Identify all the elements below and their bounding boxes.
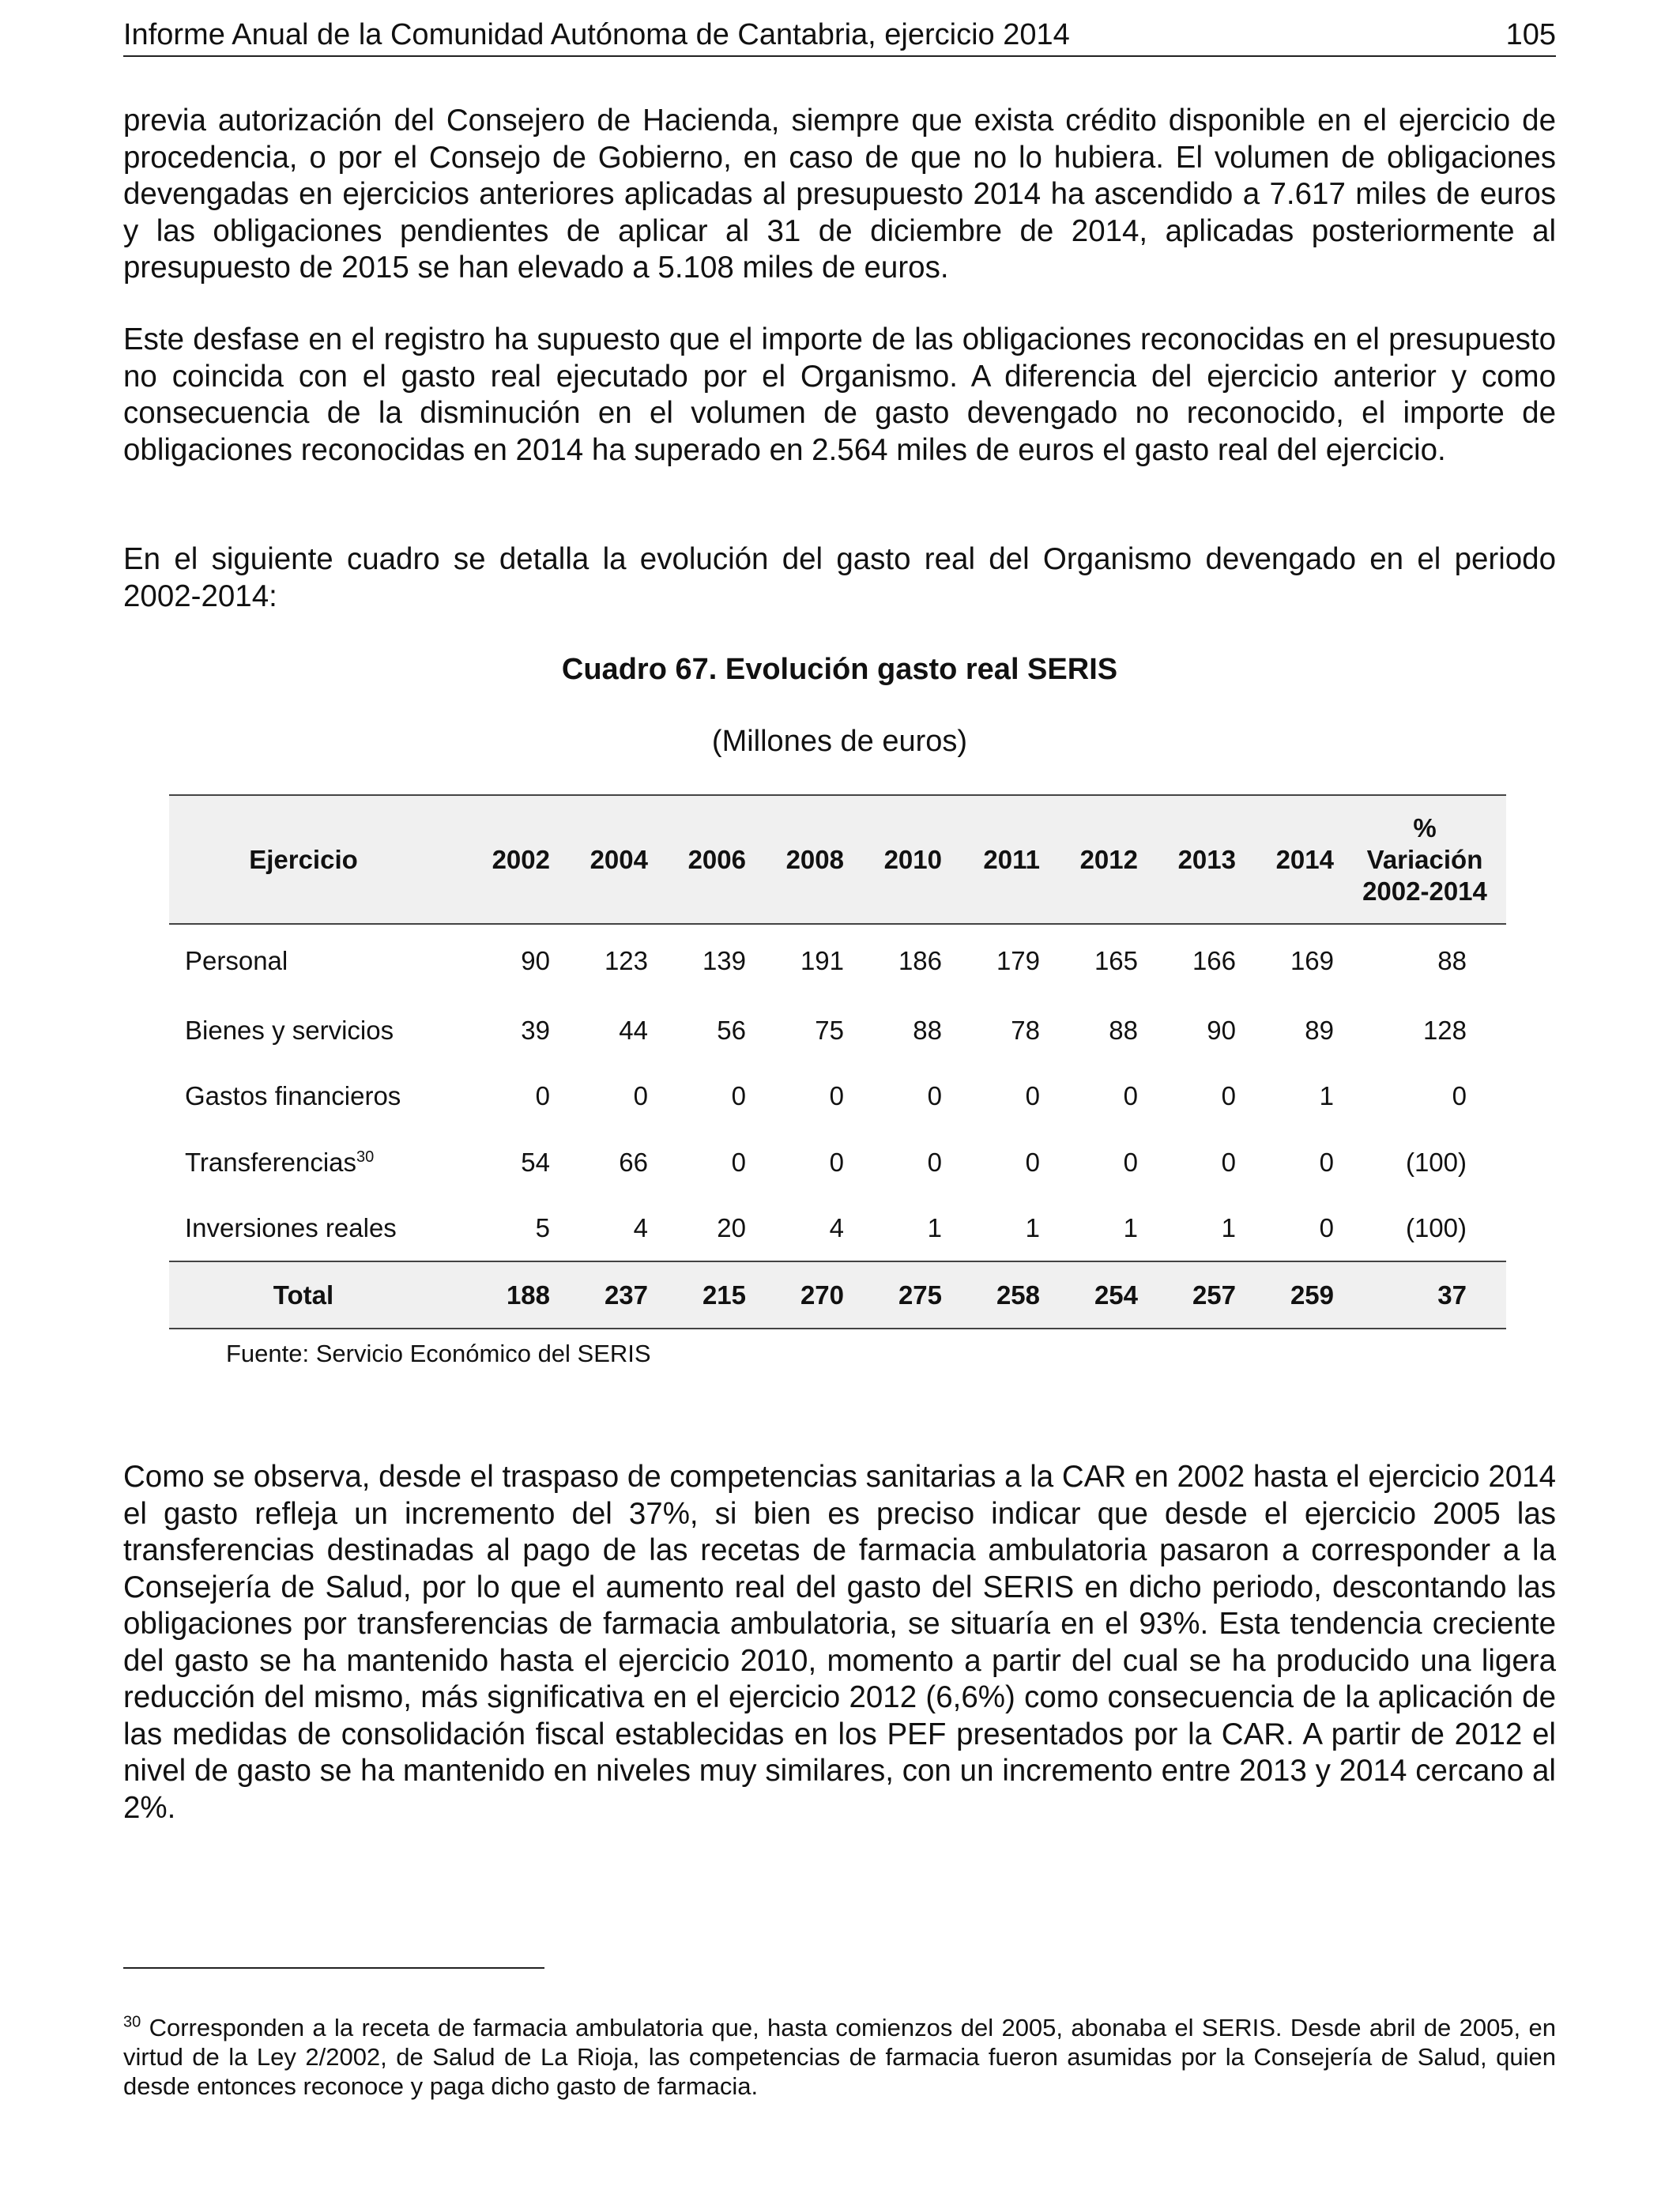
value-cell: 165 [1094,946,1138,975]
row-label: Transferencias [185,1147,357,1177]
expense-table [169,794,1506,1329]
value-cell: 0 [1221,1147,1236,1177]
value-cell: 1 [1221,1212,1236,1242]
table-row [169,924,1506,997]
header-cell-year: 2012 [1049,795,1147,924]
footnote-text: Corresponden a la receta de farmacia ambulatoria que, hasta comienzos del 2005, abonaba el SERIS. Desde abril de 2005, en virtud de la Ley 2/2002, de Salud de La Rioja, las competencias de farmacia fueron asumidas por la Consejería de Salud, quien desde entonces reconoce y paga dicho gasto de farmacia. [123,2014,1556,2100]
total-value-cell: 275 [853,1261,951,1329]
row-label-cell [169,924,461,997]
footnote-divider [123,1967,544,1969]
paragraph-4: Como se observa, desde el traspaso de competencias sanitarias a la CAR en 2002 hasta el ejercicio 2014 el gasto refleja un incremento del 37%, si bien es preciso indicar que desde el ejercicio 2005 las transferencias destinadas al pago de las recetas de farmacia ambulatoria pasaron a corresponder a la Consejería de Salud, por lo que el aumento real del gasto del SERIS en dicho periodo, descontando las obligaciones por transferencias de farmacia ambulatoria, se situaría en el 93%. Esta tendencia creciente del gasto se ha mantenido hasta el ejercicio 2010, momento a partir del cual se ha producido una ligera reducción del mismo, más significativa en el ejercicio 2012 (6,6%) como consecuencia de la aplicación de las medidas de consolidación fiscal establecidas en los PEF presentados por la CAR. A partir de 2012 el nivel de gasto se ha mantenido en niveles muy similares, con un incremento entre 2013 y 2014 cercano al 2%. [123,1460,1556,1825]
variation-header-line1: % [1413,812,1437,843]
header-cell-year: 2002 [461,795,559,924]
value-cell: 0 [535,1081,550,1111]
table-source: Fuente: Servicio Económico del SERIS [226,1340,651,1367]
value-cell: 56 [717,1015,746,1045]
table-body [169,924,1506,1329]
value-cell: 0 [731,1081,746,1111]
row-label: Inversiones reales [185,1212,397,1242]
total-value-cell: 257 [1147,1261,1245,1329]
variation-cell: (100) [1405,1147,1467,1177]
footnote [123,2013,1556,2101]
total-value-cell: 258 [951,1261,1049,1329]
paragraph-2: Este desfase en el registro ha supuesto que el importe de las obligaciones reconocidas en el presupuesto no coincida con el gasto real ejecutado por el Organismo. A diferencia del ejercicio anterior y como consecuencia de la disminución en el volumen de gasto devengado no reconocido, el importe de obligaciones reconocidas en 2014 ha superado en 2.564 miles de euros el gasto real del ejercicio. [123,322,1556,467]
row-label: Personal [185,946,288,975]
value-cell: 1 [1319,1081,1334,1111]
value-cell: 0 [829,1147,844,1177]
header-cell-year: 2011 [951,795,1049,924]
page-number: 105 [1505,18,1556,51]
table-row [169,1196,1506,1262]
header-cell-year: 2004 [559,795,657,924]
value-cell: 89 [1305,1015,1334,1045]
paragraph-3: En el siguiente cuadro se detalla la evolución del gasto real del Organismo devengado en el periodo 2002-2014: [123,542,1556,613]
page-header [123,14,1556,57]
total-value-cell: 188 [461,1261,559,1329]
value-cell: 139 [702,946,746,975]
header-cell-year: 2013 [1147,795,1245,924]
table-title: Cuadro 67. Evolución gasto real SERIS [561,653,1118,686]
value-cell: 0 [633,1081,648,1111]
value-cell: 166 [1192,946,1236,975]
value-cell: 0 [1319,1147,1334,1177]
table-row [169,997,1506,1064]
variation-cell: (100) [1405,1212,1467,1242]
value-cell: 186 [898,946,942,975]
table-subtitle: (Millones de euros) [711,725,968,758]
value-cell: 179 [996,946,1040,975]
value-cell: 0 [927,1147,942,1177]
paragraph-1: previa autorización del Consejero de Hacienda, siempre que exista crédito disponible en el ejercicio de procedencia, o por el Consejo de Gobierno, en caso de que no lo hubiera. El volumen de obligaciones devengadas en ejercicios anteriores aplicadas al presupuesto 2014 ha ascendido a 7.617 miles de euros y las obligaciones pendientes de aplicar al 31 de diciembre de 2014, aplicadas posteriormente al presupuesto de 2015 se han elevado a 5.108 miles de euros. [123,104,1556,285]
value-cell: 0 [1025,1147,1040,1177]
value-cell: 123 [604,946,648,975]
value-cell: 0 [1025,1081,1040,1111]
header-cell-year: 2008 [755,795,853,924]
header-cell-year: 2014 [1245,795,1343,924]
value-cell: 0 [1123,1147,1138,1177]
value-cell: 1 [927,1212,942,1242]
value-cell: 191 [800,946,844,975]
value-cell: 0 [1123,1081,1138,1111]
value-cell: 0 [829,1081,844,1111]
header-cell-ejercicio: Ejercicio [169,795,461,924]
variation-cell: 0 [1452,1081,1467,1111]
header-cell-year: 2006 [657,795,755,924]
header-title: Informe Anual de la Comunidad Autónoma de Cantabria, ejercicio 2014 [123,18,1070,51]
value-cell: 54 [521,1147,550,1177]
value-cell: 66 [619,1147,648,1177]
total-value-cell: 259 [1245,1261,1343,1329]
value-cell: 169 [1290,946,1334,975]
value-cell: 0 [1221,1081,1236,1111]
total-label: Total [169,1261,461,1329]
value-cell: 1 [1123,1212,1138,1242]
value-cell: 90 [1207,1015,1236,1045]
value-cell: 4 [633,1212,648,1242]
row-label-cell [169,997,461,1064]
footnote-number: 30 [123,2013,141,2031]
row-label-cell [169,1064,461,1130]
value-cell: 4 [829,1212,844,1242]
value-cell: 20 [717,1212,746,1242]
value-cell: 39 [521,1015,550,1045]
value-cell: 88 [1109,1015,1138,1045]
total-value-cell: 270 [755,1261,853,1329]
row-label: Bienes y servicios [185,1015,394,1045]
total-value-cell: 254 [1049,1261,1147,1329]
variation-cell: 88 [1437,946,1467,975]
footnote-ref: 30 [356,1148,375,1166]
value-cell: 0 [1319,1212,1334,1242]
table-row [169,1129,1506,1196]
variation-header-line3: 2002-2014 [1362,876,1487,906]
value-cell: 0 [731,1147,746,1177]
row-label: Gastos financieros [185,1081,401,1111]
expense-table-grid [169,794,1506,1329]
header-cell-variation [1343,795,1506,924]
total-value-cell: 215 [657,1261,755,1329]
total-variation-cell: 37 [1343,1261,1506,1329]
value-cell: 88 [913,1015,942,1045]
table-total-row [169,1261,1506,1329]
value-cell: 78 [1011,1015,1040,1045]
row-label-cell [169,1196,461,1262]
value-cell: 75 [815,1015,844,1045]
header-cell-year: 2010 [853,795,951,924]
value-cell: 5 [535,1212,550,1242]
total-value-cell: 237 [559,1261,657,1329]
value-cell: 44 [619,1015,648,1045]
variation-header-line2: Variación [1366,844,1483,874]
table-row [169,1064,1506,1130]
value-cell: 90 [521,946,550,975]
row-label-cell [169,1129,461,1196]
value-cell: 0 [927,1081,942,1111]
variation-cell: 128 [1422,1015,1467,1045]
value-cell: 1 [1025,1212,1040,1242]
table-header-row [169,795,1506,924]
